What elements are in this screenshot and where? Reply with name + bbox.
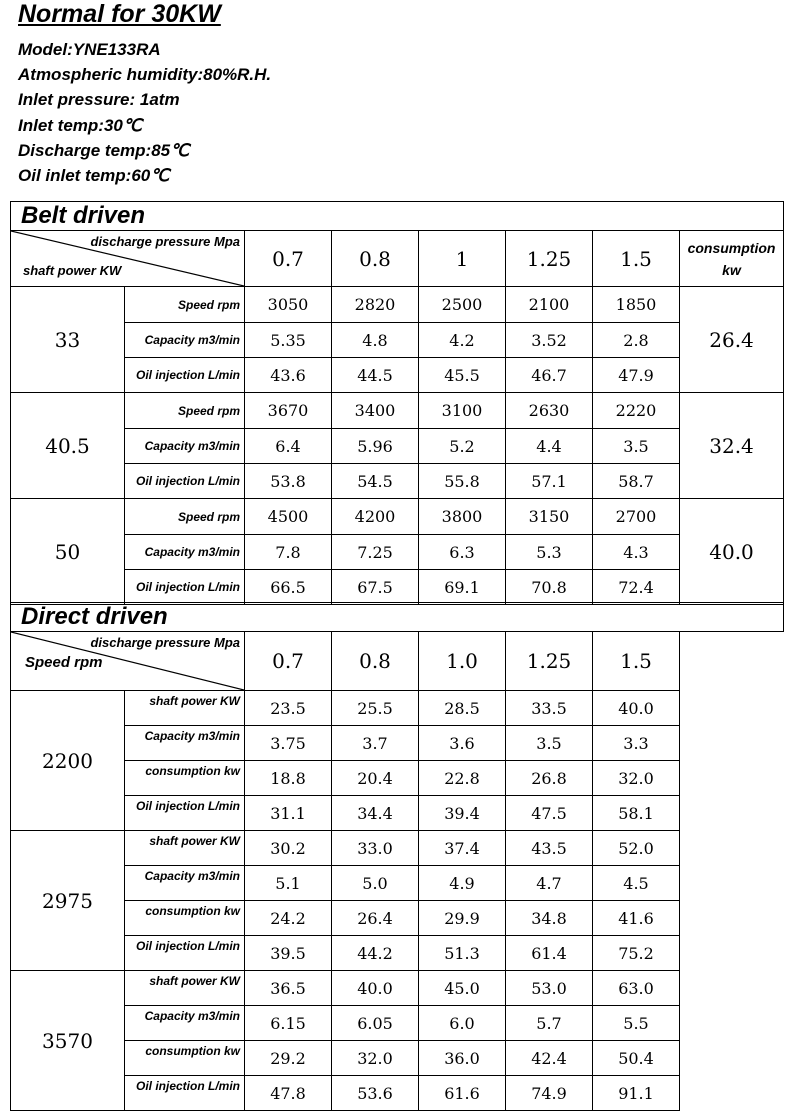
data-cell: 43.6 <box>245 358 332 393</box>
direct-section-title: Direct driven <box>11 603 784 632</box>
data-cell: 53.8 <box>245 464 332 499</box>
speed-value: 2975 <box>11 831 125 971</box>
data-cell: 41.6 <box>593 901 680 936</box>
table-row <box>11 691 784 726</box>
data-cell: 3050 <box>245 287 332 323</box>
data-cell: 70.8 <box>506 570 593 605</box>
direct-corner-cell-wrap <box>11 632 244 690</box>
spec-humidity: Atmospheric humidity:80%R.H. <box>18 65 272 85</box>
data-cell: 42.4 <box>506 1041 593 1076</box>
belt-section-title: Belt driven <box>11 202 784 231</box>
table-row <box>11 1006 784 1041</box>
row-label: Oil injection L/min <box>125 464 245 499</box>
spec-inlet-temp: Inlet temp:30℃ <box>18 115 142 135</box>
data-cell: 5.96 <box>332 429 419 464</box>
data-cell: 66.5 <box>245 570 332 605</box>
consumption-header: consumption kw <box>680 231 784 287</box>
row-label: Oil injection L/min <box>125 358 245 393</box>
direct-header-row <box>11 632 784 691</box>
data-cell: 44.2 <box>332 936 419 971</box>
row-label: Capacity m3/min <box>125 726 245 761</box>
data-cell: 40.0 <box>593 691 680 726</box>
data-cell: 63.0 <box>593 971 680 1006</box>
pressure-header: 1.25 <box>506 632 593 691</box>
data-cell: 53.6 <box>332 1076 419 1111</box>
data-cell: 28.5 <box>419 691 506 726</box>
data-cell: 58.7 <box>593 464 680 499</box>
spec-list <box>18 37 271 188</box>
data-cell: 22.8 <box>419 761 506 796</box>
corner-bottom-label: shaft power KW <box>23 263 122 278</box>
table-row <box>11 1041 784 1076</box>
data-cell: 31.1 <box>245 796 332 831</box>
data-cell: 6.3 <box>419 535 506 570</box>
data-cell: 4.5 <box>593 866 680 901</box>
data-cell: 6.0 <box>419 1006 506 1041</box>
data-cell: 75.2 <box>593 936 680 971</box>
data-cell: 57.1 <box>506 464 593 499</box>
data-cell: 30.2 <box>245 831 332 866</box>
row-label: Capacity m3/min <box>125 429 245 464</box>
consumption-value: 40.0 <box>680 499 784 605</box>
spec-discharge-temp: Discharge temp:85℃ <box>18 140 190 160</box>
pressure-header: 1.5 <box>593 632 680 691</box>
spec-inlet-pressure: Inlet pressure: 1atm <box>18 90 180 110</box>
data-cell: 44.5 <box>332 358 419 393</box>
table-row <box>11 971 784 1006</box>
data-cell: 3.6 <box>419 726 506 761</box>
data-cell: 5.1 <box>245 866 332 901</box>
row-label: Speed rpm <box>125 499 245 535</box>
pressure-header: 1.5 <box>593 231 680 287</box>
data-cell: 4.4 <box>506 429 593 464</box>
direct-driven-table <box>10 602 784 1111</box>
direct-section-row <box>11 603 784 632</box>
data-cell: 3.5 <box>593 429 680 464</box>
table-row <box>11 429 784 464</box>
belt-driven-table <box>10 201 784 605</box>
data-cell: 40.0 <box>332 971 419 1006</box>
row-label: Speed rpm <box>125 287 245 323</box>
data-cell: 3100 <box>419 393 506 429</box>
data-cell: 2.8 <box>593 323 680 358</box>
row-label: consumption kw <box>125 901 245 936</box>
data-cell: 39.5 <box>245 936 332 971</box>
data-cell: 47.5 <box>506 796 593 831</box>
data-cell: 5.3 <box>506 535 593 570</box>
corner-top-label: discharge pressure Mpa <box>90 635 240 650</box>
table-row <box>11 535 784 570</box>
table-row <box>11 570 784 605</box>
table-row <box>11 323 784 358</box>
blank-header <box>680 632 784 1111</box>
data-cell: 45.5 <box>419 358 506 393</box>
data-cell: 3.3 <box>593 726 680 761</box>
data-cell: 6.05 <box>332 1006 419 1041</box>
data-cell: 91.1 <box>593 1076 680 1111</box>
pressure-header: 0.8 <box>332 231 419 287</box>
shaft-power-value: 33 <box>11 287 125 393</box>
data-cell: 18.8 <box>245 761 332 796</box>
table-row <box>11 866 784 901</box>
table-row <box>11 901 784 936</box>
data-cell: 74.9 <box>506 1076 593 1111</box>
data-cell: 46.7 <box>506 358 593 393</box>
row-label: Oil injection L/min <box>125 570 245 605</box>
data-cell: 20.4 <box>332 761 419 796</box>
row-label: consumption kw <box>125 1041 245 1076</box>
data-cell: 4200 <box>332 499 419 535</box>
data-cell: 3.52 <box>506 323 593 358</box>
data-cell: 4.7 <box>506 866 593 901</box>
data-cell: 24.2 <box>245 901 332 936</box>
data-cell: 3400 <box>332 393 419 429</box>
table-row <box>11 761 784 796</box>
data-cell: 3.7 <box>332 726 419 761</box>
data-cell: 25.5 <box>332 691 419 726</box>
table-row <box>11 936 784 971</box>
data-cell: 2500 <box>419 287 506 323</box>
data-cell: 3150 <box>506 499 593 535</box>
row-label: Capacity m3/min <box>125 866 245 901</box>
data-cell: 26.8 <box>506 761 593 796</box>
data-cell: 2820 <box>332 287 419 323</box>
data-cell: 7.25 <box>332 535 419 570</box>
data-cell: 51.3 <box>419 936 506 971</box>
belt-section-row <box>11 202 784 231</box>
table-row <box>11 726 784 761</box>
data-cell: 4.9 <box>419 866 506 901</box>
pressure-header: 1.0 <box>419 632 506 691</box>
data-cell: 2700 <box>593 499 680 535</box>
pressure-header: 0.7 <box>245 632 332 691</box>
row-label: Speed rpm <box>125 393 245 429</box>
pressure-header: 1 <box>419 231 506 287</box>
consumption-value: 32.4 <box>680 393 784 499</box>
data-cell: 50.4 <box>593 1041 680 1076</box>
data-cell: 34.4 <box>332 796 419 831</box>
data-cell: 2220 <box>593 393 680 429</box>
table-row <box>11 1076 784 1111</box>
pressure-header: 1.25 <box>506 231 593 287</box>
table-row <box>11 831 784 866</box>
data-cell: 33.0 <box>332 831 419 866</box>
data-cell: 37.4 <box>419 831 506 866</box>
data-cell: 6.4 <box>245 429 332 464</box>
row-label: consumption kw <box>125 761 245 796</box>
spec-oil-inlet-temp: Oil inlet temp:60℃ <box>18 166 170 186</box>
data-cell: 3.75 <box>245 726 332 761</box>
row-label: shaft power KW <box>125 971 245 1006</box>
data-cell: 5.7 <box>506 1006 593 1041</box>
speed-value: 3570 <box>11 971 125 1111</box>
data-cell: 29.9 <box>419 901 506 936</box>
data-cell: 3800 <box>419 499 506 535</box>
data-cell: 26.4 <box>332 901 419 936</box>
data-cell: 67.5 <box>332 570 419 605</box>
data-cell: 32.0 <box>332 1041 419 1076</box>
belt-corner-cell-wrap <box>11 231 244 286</box>
shaft-power-value: 50 <box>11 499 125 605</box>
data-cell: 54.5 <box>332 464 419 499</box>
data-cell: 53.0 <box>506 971 593 1006</box>
data-cell: 32.0 <box>593 761 680 796</box>
row-label: Capacity m3/min <box>125 323 245 358</box>
table-row <box>11 796 784 831</box>
belt-header-row <box>11 231 784 287</box>
direct-corner-cell <box>11 632 245 691</box>
data-cell: 36.0 <box>419 1041 506 1076</box>
data-cell: 2100 <box>506 287 593 323</box>
data-cell: 55.8 <box>419 464 506 499</box>
data-cell: 5.5 <box>593 1006 680 1041</box>
data-cell: 4.8 <box>332 323 419 358</box>
data-cell: 4500 <box>245 499 332 535</box>
data-cell: 69.1 <box>419 570 506 605</box>
row-label: shaft power KW <box>125 831 245 866</box>
data-cell: 33.5 <box>506 691 593 726</box>
data-cell: 52.0 <box>593 831 680 866</box>
row-label: Capacity m3/min <box>125 535 245 570</box>
data-cell: 5.2 <box>419 429 506 464</box>
corner-bottom-label: Speed rpm <box>25 654 103 671</box>
table-row <box>11 358 784 393</box>
table-row <box>11 499 784 535</box>
data-cell: 72.4 <box>593 570 680 605</box>
data-cell: 36.5 <box>245 971 332 1006</box>
data-cell: 1850 <box>593 287 680 323</box>
data-cell: 3670 <box>245 393 332 429</box>
pressure-header: 0.8 <box>332 632 419 691</box>
data-cell: 45.0 <box>419 971 506 1006</box>
data-cell: 6.15 <box>245 1006 332 1041</box>
row-label: Oil injection L/min <box>125 936 245 971</box>
data-cell: 4.2 <box>419 323 506 358</box>
data-cell: 61.6 <box>419 1076 506 1111</box>
row-label: Oil injection L/min <box>125 1076 245 1111</box>
data-cell: 5.0 <box>332 866 419 901</box>
data-cell: 34.8 <box>506 901 593 936</box>
data-cell: 7.8 <box>245 535 332 570</box>
data-cell: 58.1 <box>593 796 680 831</box>
page-title: Normal for 30KW <box>18 0 221 28</box>
data-cell: 47.9 <box>593 358 680 393</box>
speed-value: 2200 <box>11 691 125 831</box>
data-cell: 2630 <box>506 393 593 429</box>
belt-corner-cell <box>11 231 245 287</box>
consumption-value: 26.4 <box>680 287 784 393</box>
table-row <box>11 393 784 429</box>
data-cell: 29.2 <box>245 1041 332 1076</box>
row-label: shaft power KW <box>125 691 245 726</box>
table-row <box>11 287 784 323</box>
data-cell: 5.35 <box>245 323 332 358</box>
data-cell: 3.5 <box>506 726 593 761</box>
row-label: Capacity m3/min <box>125 1006 245 1041</box>
data-cell: 47.8 <box>245 1076 332 1111</box>
data-cell: 4.3 <box>593 535 680 570</box>
corner-top-label: discharge pressure Mpa <box>90 234 240 249</box>
data-cell: 39.4 <box>419 796 506 831</box>
pressure-header: 0.7 <box>245 231 332 287</box>
table-row <box>11 464 784 499</box>
spec-model: Model:YNE133RA <box>18 40 161 59</box>
shaft-power-value: 40.5 <box>11 393 125 499</box>
data-cell: 43.5 <box>506 831 593 866</box>
data-cell: 23.5 <box>245 691 332 726</box>
row-label: Oil injection L/min <box>125 796 245 831</box>
data-cell: 61.4 <box>506 936 593 971</box>
